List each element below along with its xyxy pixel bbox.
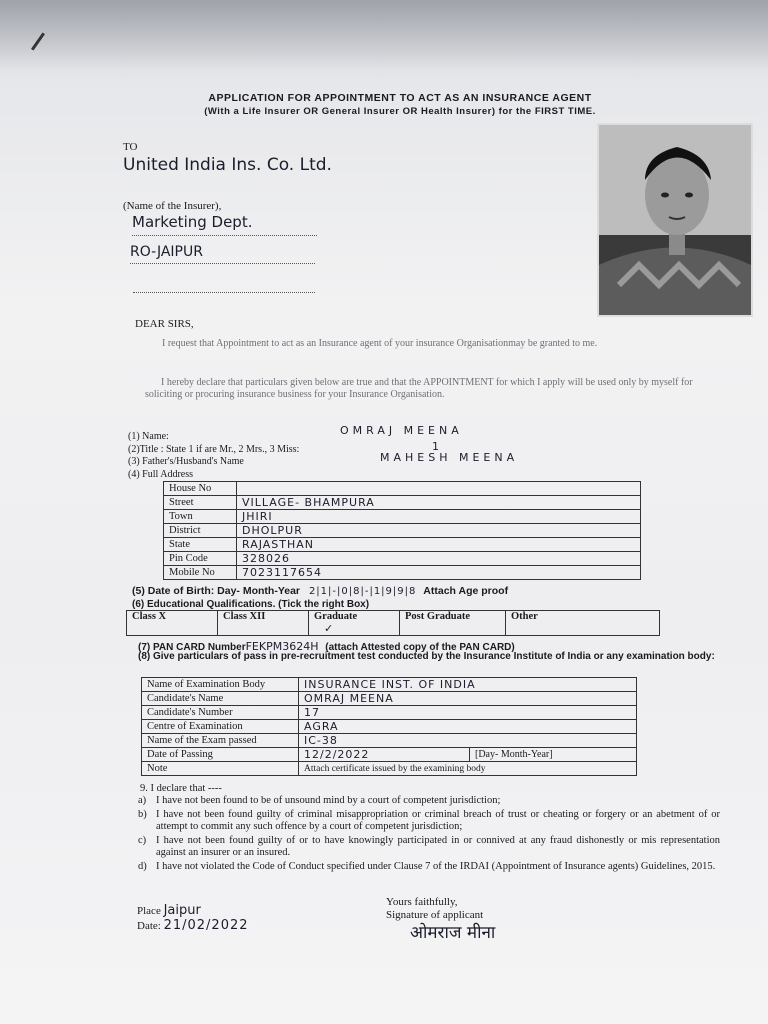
address-row-label: State bbox=[164, 538, 237, 552]
edu-class-x: Class X bbox=[127, 611, 218, 636]
address-row-label: District bbox=[164, 524, 237, 538]
father-value: MAHESH MEENA bbox=[380, 451, 519, 464]
tick-mark-icon: ✓ bbox=[324, 622, 334, 635]
exam-row-label: Note bbox=[142, 762, 299, 776]
edu-class-xii: Class XII bbox=[218, 611, 309, 636]
address-row-value bbox=[237, 482, 641, 496]
exam-row bbox=[142, 720, 637, 734]
declaration-item-text: I have not been found to be of unsound mind by a court of competent jurisdiction; bbox=[156, 795, 501, 806]
date-value: 21/02/2022 bbox=[163, 918, 249, 933]
father-label: (3) Father's/Husband's Name bbox=[128, 456, 244, 467]
address-row-value: 328026 bbox=[237, 552, 641, 566]
exam-label: (8) Give particulars of pass in pre-recruitment test conducted by the Insurance Institute of India or any examination body: bbox=[138, 651, 715, 662]
declaration-item-mark: d) bbox=[138, 861, 147, 872]
pan-value: FEKPM3624H bbox=[245, 640, 319, 653]
top-shadow bbox=[0, 0, 768, 70]
exam-row bbox=[142, 734, 637, 748]
title-value: 1 bbox=[432, 440, 440, 453]
name-label: (1) Name: bbox=[128, 431, 169, 442]
exam-row-value: Attach certificate issued by the examining body bbox=[299, 762, 637, 776]
address-row bbox=[164, 482, 641, 496]
pan-suffix: (attach Attested copy of the PAN CARD) bbox=[325, 642, 515, 653]
address-label: (4) Full Address bbox=[128, 469, 193, 480]
address-row-value: JHIRI bbox=[237, 510, 641, 524]
pan-label: (7) PAN CARD Number bbox=[138, 642, 246, 653]
declaration-item-text: I have not been found guilty of or to have knowingly participated in or connived at any fraud dishonestly or mis representation against an insurer or an insured. bbox=[156, 835, 720, 858]
applicant-photo bbox=[597, 123, 753, 317]
address-row-label: Town bbox=[164, 510, 237, 524]
name-value: OMRAJ MEENA bbox=[340, 424, 463, 437]
edu-graduate-label: Graduate bbox=[314, 611, 358, 622]
edu-post-graduate: Post Graduate bbox=[400, 611, 506, 636]
education-label: (6) Educational Qualifications. (Tick the right Box) bbox=[132, 599, 370, 610]
education-table bbox=[126, 610, 660, 636]
exam-row bbox=[142, 706, 637, 720]
salutation: DEAR SIRS, bbox=[135, 318, 194, 330]
address-row-label: Mobile No bbox=[164, 566, 237, 580]
exam-row-label: Candidate's Name bbox=[142, 692, 299, 706]
address-row-value: DHOLPUR bbox=[237, 524, 641, 538]
exam-row-value: AGRA bbox=[299, 720, 637, 734]
photo-portrait-icon bbox=[599, 125, 751, 315]
place-label: Place bbox=[137, 905, 161, 917]
exam-row-value: INSURANCE INST. OF INDIA bbox=[299, 678, 637, 692]
title-label: (2)Title : State 1 if are Mr., 2 Mrs., 3 Miss: bbox=[128, 444, 300, 455]
address-row-label: Pin Code bbox=[164, 552, 237, 566]
address-line1-text: Marketing Dept. bbox=[132, 213, 253, 231]
address-row bbox=[164, 538, 641, 552]
exam-row bbox=[142, 678, 637, 692]
applicant-signature: ओमराज मीना bbox=[410, 923, 496, 943]
dob-label: (5) Date of Birth: Day- Month-Year bbox=[132, 585, 301, 597]
declaration-item bbox=[138, 861, 720, 873]
dob-suffix: Attach Age proof bbox=[423, 585, 509, 597]
exam-row-note: [Day- Month-Year] bbox=[470, 748, 637, 762]
place-value: Jaipur bbox=[163, 903, 201, 918]
form-title: APPLICATION FOR APPOINTMENT TO ACT AS AN INSURANCE AGENT bbox=[208, 92, 592, 104]
address-row bbox=[164, 510, 641, 524]
address-row-label: House No bbox=[164, 482, 237, 496]
place-row bbox=[137, 903, 201, 918]
declaration-intro: 9. I declare that ---- bbox=[140, 783, 222, 794]
address-line3 bbox=[133, 280, 315, 293]
date-row bbox=[137, 918, 249, 933]
exam-row-value: OMRAJ MEENA bbox=[299, 692, 637, 706]
exam-table bbox=[141, 677, 637, 776]
date-label: Date: bbox=[137, 920, 161, 932]
declaration-item-text: I have not violated the Code of Conduct specified under Clause 7 of the IRDAI (Appointment of Insurance agents) Guidelines, 2015. bbox=[156, 861, 716, 872]
dob-value: 2|1|-|0|8|-|1|9|9|8 bbox=[308, 586, 417, 597]
exam-row-value: 12/2/2022 bbox=[299, 748, 470, 762]
address-row bbox=[164, 552, 641, 566]
declaration-item bbox=[138, 835, 720, 859]
request-text: I request that Appointment to act as an Insurance agent of your insurance Organisationmay be granted to me. bbox=[162, 338, 598, 349]
address-table bbox=[163, 481, 641, 580]
declaration-list bbox=[138, 795, 720, 875]
yours-faithfully: Yours faithfully, bbox=[386, 896, 458, 908]
declaration-item bbox=[138, 795, 720, 807]
address-line2-text: RO-JAIPUR bbox=[130, 244, 203, 260]
exam-row-value: IC-38 bbox=[299, 734, 637, 748]
declare-text: I hereby declare that particulars given below are true and that the APPOINTMENT for which I apply will be used only by myself for soliciting or procuring insurance business for your Insurance Organisation. bbox=[145, 377, 693, 400]
address-row bbox=[164, 566, 641, 580]
dob-row bbox=[132, 585, 508, 597]
insurer-name: United India Ins. Co. Ltd. bbox=[123, 155, 332, 175]
edu-other: Other bbox=[506, 611, 660, 636]
declaration-item-mark: c) bbox=[138, 835, 147, 846]
address-line1 bbox=[132, 213, 317, 236]
address-line2 bbox=[130, 243, 315, 264]
to-label: TO bbox=[123, 141, 138, 153]
address-row-value: RAJASTHAN bbox=[237, 538, 641, 552]
insurer-label: (Name of the Insurer), bbox=[123, 200, 222, 212]
address-row bbox=[164, 524, 641, 538]
exam-row-label: Date of Passing bbox=[142, 748, 299, 762]
address-row-label: Street bbox=[164, 496, 237, 510]
declaration-item-text: I have not been found guilty of criminal misappropriation or criminal breach of trust or cheating or forgery or an abetment of or attempt to commit any such offence by a court of competent jurisdiction; bbox=[156, 809, 720, 832]
address-row bbox=[164, 496, 641, 510]
exam-row-label: Centre of Examination bbox=[142, 720, 299, 734]
declaration-item bbox=[138, 809, 720, 833]
exam-row bbox=[142, 692, 637, 706]
declaration-item-mark: a) bbox=[138, 795, 147, 806]
exam-row-label: Candidate's Number bbox=[142, 706, 299, 720]
declaration-item-mark: b) bbox=[138, 809, 147, 820]
signature-label: Signature of applicant bbox=[386, 909, 484, 921]
exam-row bbox=[142, 762, 637, 776]
address-row-value: 7023117654 bbox=[237, 566, 641, 580]
address-row-value: VILLAGE- BHAMPURA bbox=[237, 496, 641, 510]
exam-row bbox=[142, 748, 637, 762]
exam-row-label: Name of Examination Body bbox=[142, 678, 299, 692]
form-subtitle: (With a Life Insurer OR General Insurer OR Health Insurer) for the FIRST TIME. bbox=[204, 106, 596, 117]
edu-graduate bbox=[309, 611, 400, 636]
exam-row-label: Name of the Exam passed bbox=[142, 734, 299, 748]
exam-row-value: 17 bbox=[299, 706, 637, 720]
